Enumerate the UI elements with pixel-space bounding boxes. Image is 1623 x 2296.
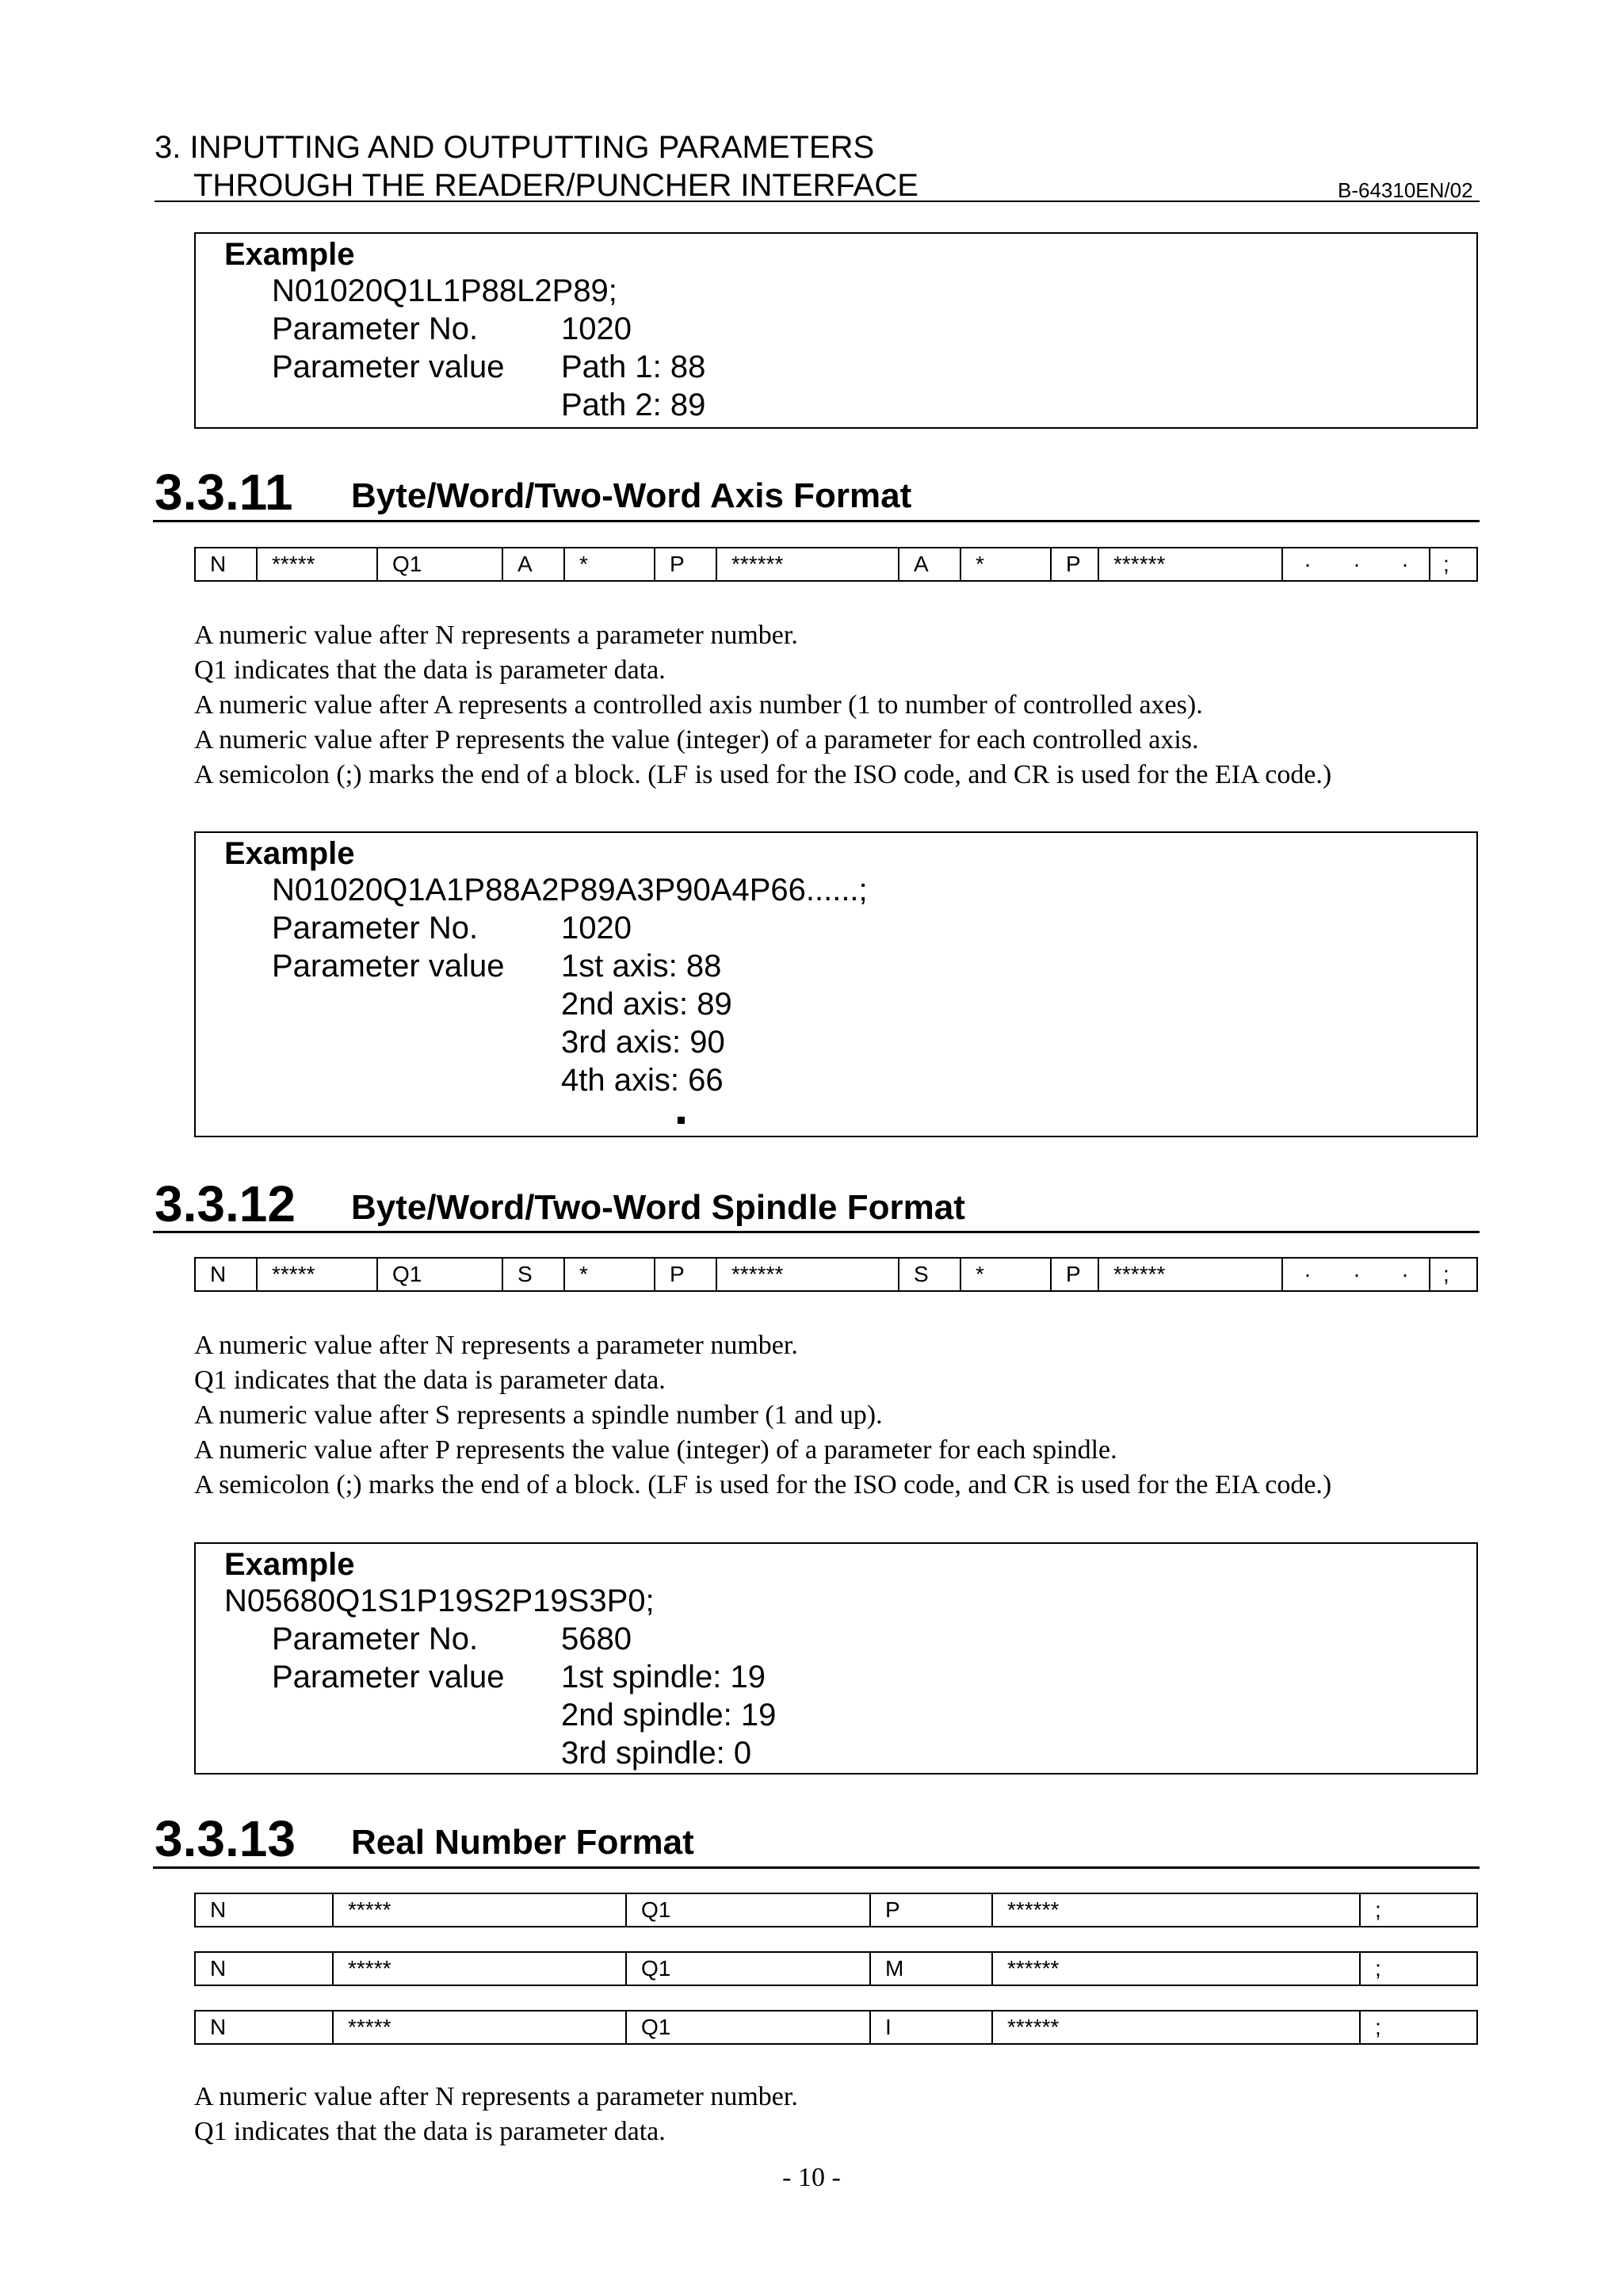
format-cell: ******	[717, 1259, 899, 1290]
chapter-heading-continued: THROUGH THE READER/PUNCHER INTERFACE	[193, 168, 918, 203]
format-row-axis	[194, 547, 1478, 582]
format-cell: Q1	[627, 1894, 871, 1926]
paragraph: A numeric value after N represents a parameter number.	[194, 2082, 798, 2111]
format-cell: N	[196, 1894, 334, 1926]
format-cell: *****	[334, 2011, 627, 2043]
format-cell-terminator: ;	[1375, 1956, 1381, 1981]
format-cell: ******	[993, 1953, 1361, 1985]
parameter-no-label: Parameter No.	[272, 911, 479, 946]
format-cell: ******	[1099, 1259, 1283, 1290]
format-cell: I	[871, 2011, 993, 2043]
format-cell-ellipsis: ·	[1304, 552, 1312, 576]
example-code: N01020Q1L1P88L2P89;	[272, 273, 617, 308]
format-cell-ellipsis: ·	[1304, 1262, 1312, 1286]
parameter-value-label: Parameter value	[272, 1660, 505, 1694]
format-cell-ellipsis: ·	[1353, 552, 1361, 576]
parameter-no-label: Parameter No.	[272, 311, 479, 346]
format-cell: N	[196, 1953, 334, 1985]
page-number: - 10 -	[782, 2163, 841, 2192]
format-cell-terminator: ;	[1443, 552, 1449, 576]
format-cell: *	[565, 548, 655, 580]
format-cell: A	[899, 548, 961, 580]
paragraph: A numeric value after S represents a spindle number (1 and up).	[194, 1400, 883, 1430]
format-cell: *	[961, 548, 1052, 580]
format-cell: *	[565, 1259, 655, 1290]
paragraph: Q1 indicates that the data is parameter data.	[194, 1366, 666, 1395]
format-row-real-p	[194, 1893, 1478, 1927]
example-box-axes	[194, 831, 1478, 1137]
format-cell: N	[196, 2011, 334, 2043]
parameter-value-item: 1st axis: 88	[561, 949, 722, 984]
parameter-value-item: 3rd spindle: 0	[561, 1736, 752, 1771]
parameter-value-item: 3rd axis: 90	[561, 1025, 725, 1060]
parameter-no-label: Parameter No.	[272, 1622, 479, 1656]
format-cell: Q1	[627, 2011, 871, 2043]
format-cell: P	[655, 1259, 717, 1290]
format-cell: ******	[993, 1894, 1361, 1926]
parameter-no-value: 1020	[561, 911, 632, 946]
parameter-value-item: Path 1: 88	[561, 350, 706, 384]
format-row-real-i	[194, 2010, 1478, 2045]
format-cell: N	[196, 548, 258, 580]
format-cell-ellipsis: ·	[1381, 1259, 1430, 1290]
example-code: N01020Q1A1P88A2P89A3P90A4P66......;	[272, 873, 868, 907]
parameter-value-item: 2nd axis: 89	[561, 987, 732, 1022]
format-cell: S	[899, 1259, 961, 1290]
section-title: Byte/Word/Two-Word Axis Format	[351, 476, 912, 515]
format-cell: P	[1052, 548, 1099, 580]
parameter-value-item: 1st spindle: 19	[561, 1660, 766, 1694]
section-rule	[153, 520, 1480, 522]
parameter-no-value: 5680	[561, 1622, 632, 1656]
paragraph: A numeric value after P represents the value (integer) of a parameter for each spindle.	[194, 1435, 1117, 1465]
parameter-value-item: 2nd spindle: 19	[561, 1698, 777, 1733]
chapter-heading: 3. INPUTTING AND OUTPUTTING PARAMETERS	[155, 130, 875, 165]
paragraph: A semicolon (;) marks the end of a block. (LF is used for the ISO code, and CR is used for the EIA code.)	[194, 760, 1332, 789]
format-cell-ellipsis: ·	[1353, 1262, 1361, 1286]
document-code: B-64310EN/02	[1338, 178, 1473, 202]
format-cell-terminator: ;	[1375, 2015, 1381, 2039]
format-row-real-m	[194, 1951, 1478, 1986]
paragraph: A numeric value after P represents the value (integer) of a parameter for each controlled axis.	[194, 725, 1199, 755]
format-cell: Q1	[378, 548, 503, 580]
paragraph: A numeric value after N represents a parameter number.	[194, 621, 798, 650]
paragraph: A semicolon (;) marks the end of a block. (LF is used for the ISO code, and CR is used for the EIA code.)	[194, 1470, 1332, 1499]
format-cell: P	[655, 548, 717, 580]
format-cell: P	[1052, 1259, 1099, 1290]
format-cell: *****	[334, 1894, 627, 1926]
section-number: 3.3.13	[155, 1810, 296, 1867]
format-cell: N	[196, 1259, 258, 1290]
paragraph: Q1 indicates that the data is parameter data.	[194, 2117, 666, 2146]
parameter-value-label: Parameter value	[272, 949, 505, 984]
format-cell: ******	[1099, 548, 1283, 580]
section-title: Real Number Format	[351, 1823, 694, 1862]
parameter-no-value: 1020	[561, 311, 632, 346]
format-cell: *	[961, 1259, 1052, 1290]
format-cell: S	[503, 1259, 565, 1290]
example-title: Example	[224, 1547, 355, 1582]
format-cell-ellipsis: ·	[1381, 548, 1430, 580]
format-cell-terminator: ;	[1443, 1262, 1449, 1286]
section-rule	[153, 1231, 1480, 1233]
format-cell: Q1	[627, 1953, 871, 1985]
format-cell: *****	[258, 548, 378, 580]
example-title: Example	[224, 836, 355, 871]
format-cell: Q1	[378, 1259, 503, 1290]
example-box-paths	[194, 232, 1478, 429]
continuation-mark	[678, 1117, 685, 1124]
parameter-value-item: Path 2: 89	[561, 388, 706, 422]
format-cell: *****	[258, 1259, 378, 1290]
paragraph: Q1 indicates that the data is parameter data.	[194, 655, 666, 685]
paragraph: A numeric value after N represents a parameter number.	[194, 1331, 798, 1360]
format-cell-terminator: ;	[1375, 1897, 1381, 1922]
format-cell: ******	[717, 548, 899, 580]
example-title: Example	[224, 237, 355, 272]
section-number: 3.3.11	[155, 464, 293, 521]
parameter-value-item: 4th axis: 66	[561, 1063, 724, 1098]
format-cell: P	[871, 1894, 993, 1926]
section-rule	[153, 1866, 1480, 1869]
paragraph: A numeric value after A represents a controlled axis number (1 to number of controlled axes).	[194, 690, 1203, 720]
section-title: Byte/Word/Two-Word Spindle Format	[351, 1188, 965, 1227]
example-box-spindles	[194, 1542, 1478, 1775]
format-cell: M	[871, 1953, 993, 1985]
format-cell: *****	[334, 1953, 627, 1985]
format-cell: ******	[993, 2011, 1361, 2043]
section-number: 3.3.12	[155, 1175, 296, 1232]
format-row-spindle	[194, 1257, 1478, 1292]
format-cell: A	[503, 548, 565, 580]
header-rule	[155, 201, 1480, 202]
parameter-value-label: Parameter value	[272, 350, 505, 384]
example-code: N05680Q1S1P19S2P19S3P0;	[224, 1584, 655, 1618]
